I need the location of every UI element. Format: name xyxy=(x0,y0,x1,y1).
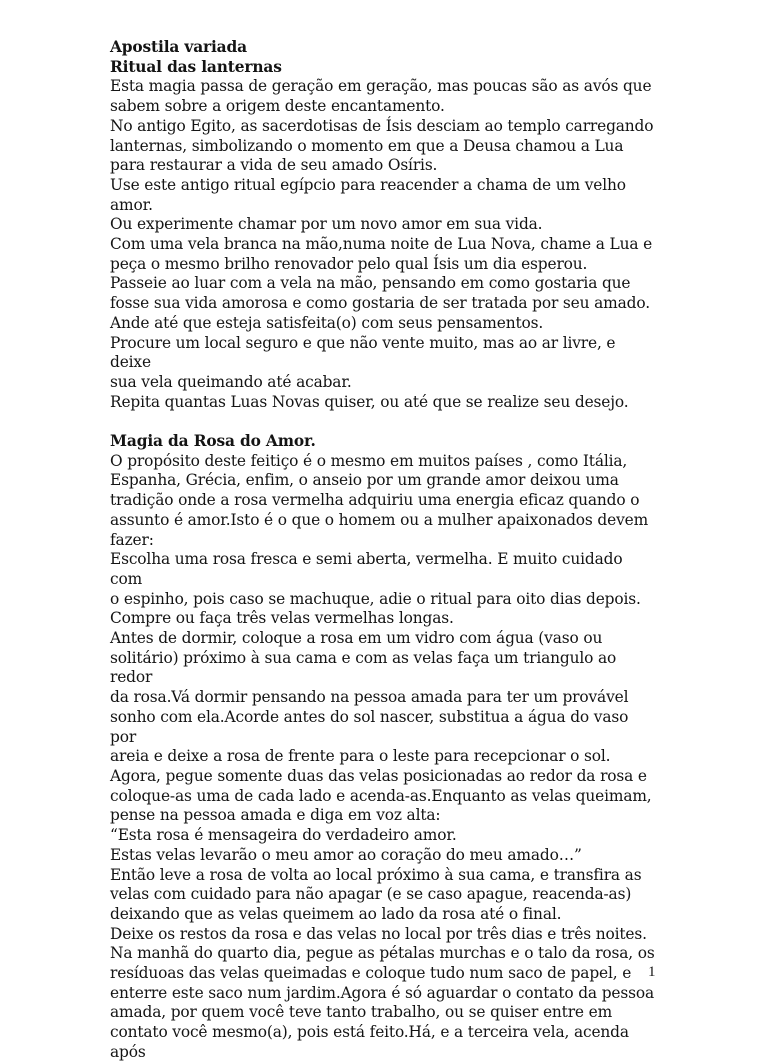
text-line: Procure um local seguro e que não vente muito, mas ao ar livre, e deixe xyxy=(110,333,621,372)
text-line: tradição onde a rosa vermelha adquiriu uma energia eficaz quando o xyxy=(110,491,640,510)
section-heading-magia-da-rosa: Magia da Rosa do Amor. xyxy=(110,432,316,451)
text-line: Use este antigo ritual egípcio para reacender a chama de um velho xyxy=(110,175,626,194)
text-line: contato você mesmo(a), pois está feito.Há, e a terceira vela, acenda após xyxy=(110,1023,634,1061)
text-line: Na manhã do quarto dia, pegue as pétalas murchas e o talo da rosa, os xyxy=(110,944,655,963)
text-line: O propósito deste feitiço é o mesmo em muitos países , como Itália, xyxy=(110,451,628,470)
text-line: Agora, pegue somente duas das velas posicionadas ao redor da rosa e xyxy=(110,767,647,785)
text-line: enterre este saco num jardim.Agora é só aguardar o contato da pessoa xyxy=(110,983,654,1002)
text-line: Espanha, Grécia, enfim, o anseio por um grande amor deixou uma xyxy=(110,471,619,490)
text-line: coloque-as uma de cada lado e acenda-as.Enquanto as velas queimam, xyxy=(110,786,652,805)
text-line: Escolha uma rosa fresca e semi aberta, vermelha. E muito cuidado com xyxy=(110,550,628,588)
text-line: Repita quantas Luas Novas quiser, ou até que se realize seu desejo. xyxy=(110,392,629,411)
text-line: “Esta rosa é mensageira do verdadeiro amor. xyxy=(110,826,457,845)
text-line: amada, por quem você teve tanto trabalho, ou se quiser entre em xyxy=(110,1003,613,1022)
section-magia-da-rosa xyxy=(110,452,655,1063)
section-ritual-das-lanternas xyxy=(110,77,655,412)
text-line: Com uma vela branca na mão,numa noite de Lua Nova, chame a Lua e xyxy=(110,235,653,254)
text-line: Esta magia passa de geração em geração, mas poucas são as avós que xyxy=(110,77,652,96)
text-line: solitário) próximo à sua cama e com as velas faça um triangulo ao redor xyxy=(110,648,621,687)
text-line: Estas velas levarão o meu amor ao coração do meu amado…” xyxy=(110,845,582,864)
text-line: resíduoas das velas queimadas e coloque tudo num saco de papel, e xyxy=(110,964,632,983)
text-line: sua vela queimando até acabar. xyxy=(110,372,352,391)
document-title: Apostila variada xyxy=(110,38,247,56)
text-line: para restaurar a vida de seu amado Osíris. xyxy=(110,156,438,175)
text-line: assunto é amor.Isto é o que o homem ou a mulher apaixonados devem xyxy=(110,510,649,529)
text-line: Então leve a rosa de volta ao local próximo à sua cama, e transfira as xyxy=(110,865,642,884)
text-line: peça o mesmo brilho renovador pelo qual Ísis um dia esperou. xyxy=(110,254,588,273)
text-line: sabem sobre a origem deste encantamento. xyxy=(110,97,445,116)
section-heading-ritual-das-lanternas: Ritual das lanternas xyxy=(110,57,282,76)
text-line: Deixe os restos da rosa e das velas no local por três dias e três noites. xyxy=(110,924,647,943)
text-line: Passeie ao luar com a vela na mão, pensando em como gostaria que xyxy=(110,274,631,293)
text-line: amor. xyxy=(110,195,153,214)
document-body xyxy=(110,38,655,1063)
text-line: velas com cuidado para não apagar (e se caso apague, reacenda-as) xyxy=(110,885,632,904)
text-line: Antes de dormir, coloque a rosa em um vidro com água (vaso ou xyxy=(110,629,603,648)
page-number: 1 xyxy=(648,964,656,980)
text-line: lanternas, simbolizando o momento em que a Deusa chamou a Lua xyxy=(110,136,624,155)
text-line: o espinho, pois caso se machuque, adie o ritual para oito dias depois. xyxy=(110,589,641,608)
text-line: No antigo Egito, as sacerdotisas de Ísis desciam ao templo carregando xyxy=(110,116,654,135)
text-line: fazer: xyxy=(110,530,154,549)
text-line: da rosa.Vá dormir pensando na pessoa amada para ter um provável xyxy=(110,688,629,707)
text-line: areia e deixe a rosa de frente para o leste para recepcionar o sol. xyxy=(110,747,611,766)
section-spacer xyxy=(110,412,655,432)
text-line: fosse sua vida amorosa e como gostaria de ser tratada por seu amado. xyxy=(110,294,650,313)
text-line: sonho com ela.Acorde antes do sol nascer, substitua a água do vaso por xyxy=(110,707,633,746)
text-line: deixando que as velas queimem ao lado da rosa até o final. xyxy=(110,904,562,923)
text-line: Ou experimente chamar por um novo amor em sua vida. xyxy=(110,215,543,234)
text-line: pense na pessoa amada e diga em voz alta: xyxy=(110,806,441,825)
text-line: Compre ou faça três velas vermelhas longas. xyxy=(110,609,454,628)
text-line: Ande até que esteja satisfeita(o) com seus pensamentos. xyxy=(110,313,544,332)
